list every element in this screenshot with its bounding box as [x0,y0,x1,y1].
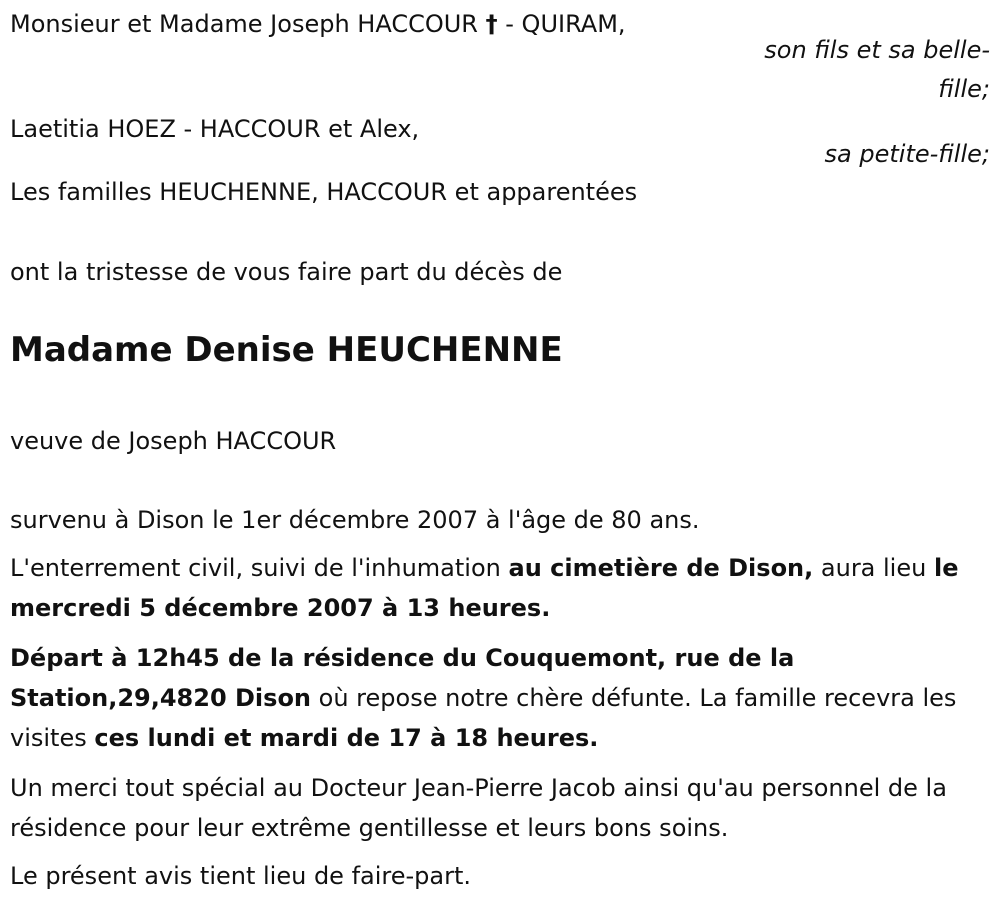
relation-son: son fils et sa belle- [764,36,990,64]
funeral-paragraph [10,548,990,628]
closing-text: Le présent avis tient lieu de faire-part. [10,862,472,890]
family-line-granddaughter: Laetitia HOEZ - HACCOUR et Alex, [10,115,420,143]
family-line-parents [10,10,626,38]
funeral-place: au cimetière de Dison, [508,554,814,582]
relation-son-cont: fille; [938,75,990,103]
departure-text: où repose notre chère défunte. La famille recevra les visites [10,684,957,752]
widow-of-text: veuve de Joseph HACCOUR [10,427,337,455]
thanks-paragraph: Un merci tout spécial au Docteur Jean-Pierre Jacob ainsi qu'au personnel de la résidence pour leur extrême gentillesse et leurs bons soins. [10,774,947,842]
family-line-parents-name: Monsieur et Madame Joseph HACCOUR [10,10,478,38]
visiting-hours: ces lundi et mardi de 17 à 18 heures. [94,724,599,752]
family-line-families: Les familles HEUCHENNE, HACCOUR et apparentées [10,178,638,206]
death-info-text: survenu à Dison le 1er décembre 2007 à l'âge de 80 ans. [10,506,700,534]
cross-icon: † [485,10,498,38]
departure-paragraph [10,638,990,758]
funeral-text-1: L'enterrement civil, suivi de l'inhumation [10,554,509,582]
family-line-parents-suffix: - QUIRAM, [505,10,626,38]
announcement-text: ont la tristesse de vous faire part du décès de [10,258,563,286]
relation-granddaughter: sa petite-fille; [824,140,990,168]
funeral-text-2: aura lieu [813,554,934,582]
deceased-name: Madame Denise HEUCHENNE [10,330,563,370]
funeral-datetime: le mercredi 5 décembre 2007 à 13 heures. [10,554,959,622]
departure-place: Départ à 12h45 de la résidence du Couquemont, rue de la Station,29,4820 Dison [10,644,795,712]
